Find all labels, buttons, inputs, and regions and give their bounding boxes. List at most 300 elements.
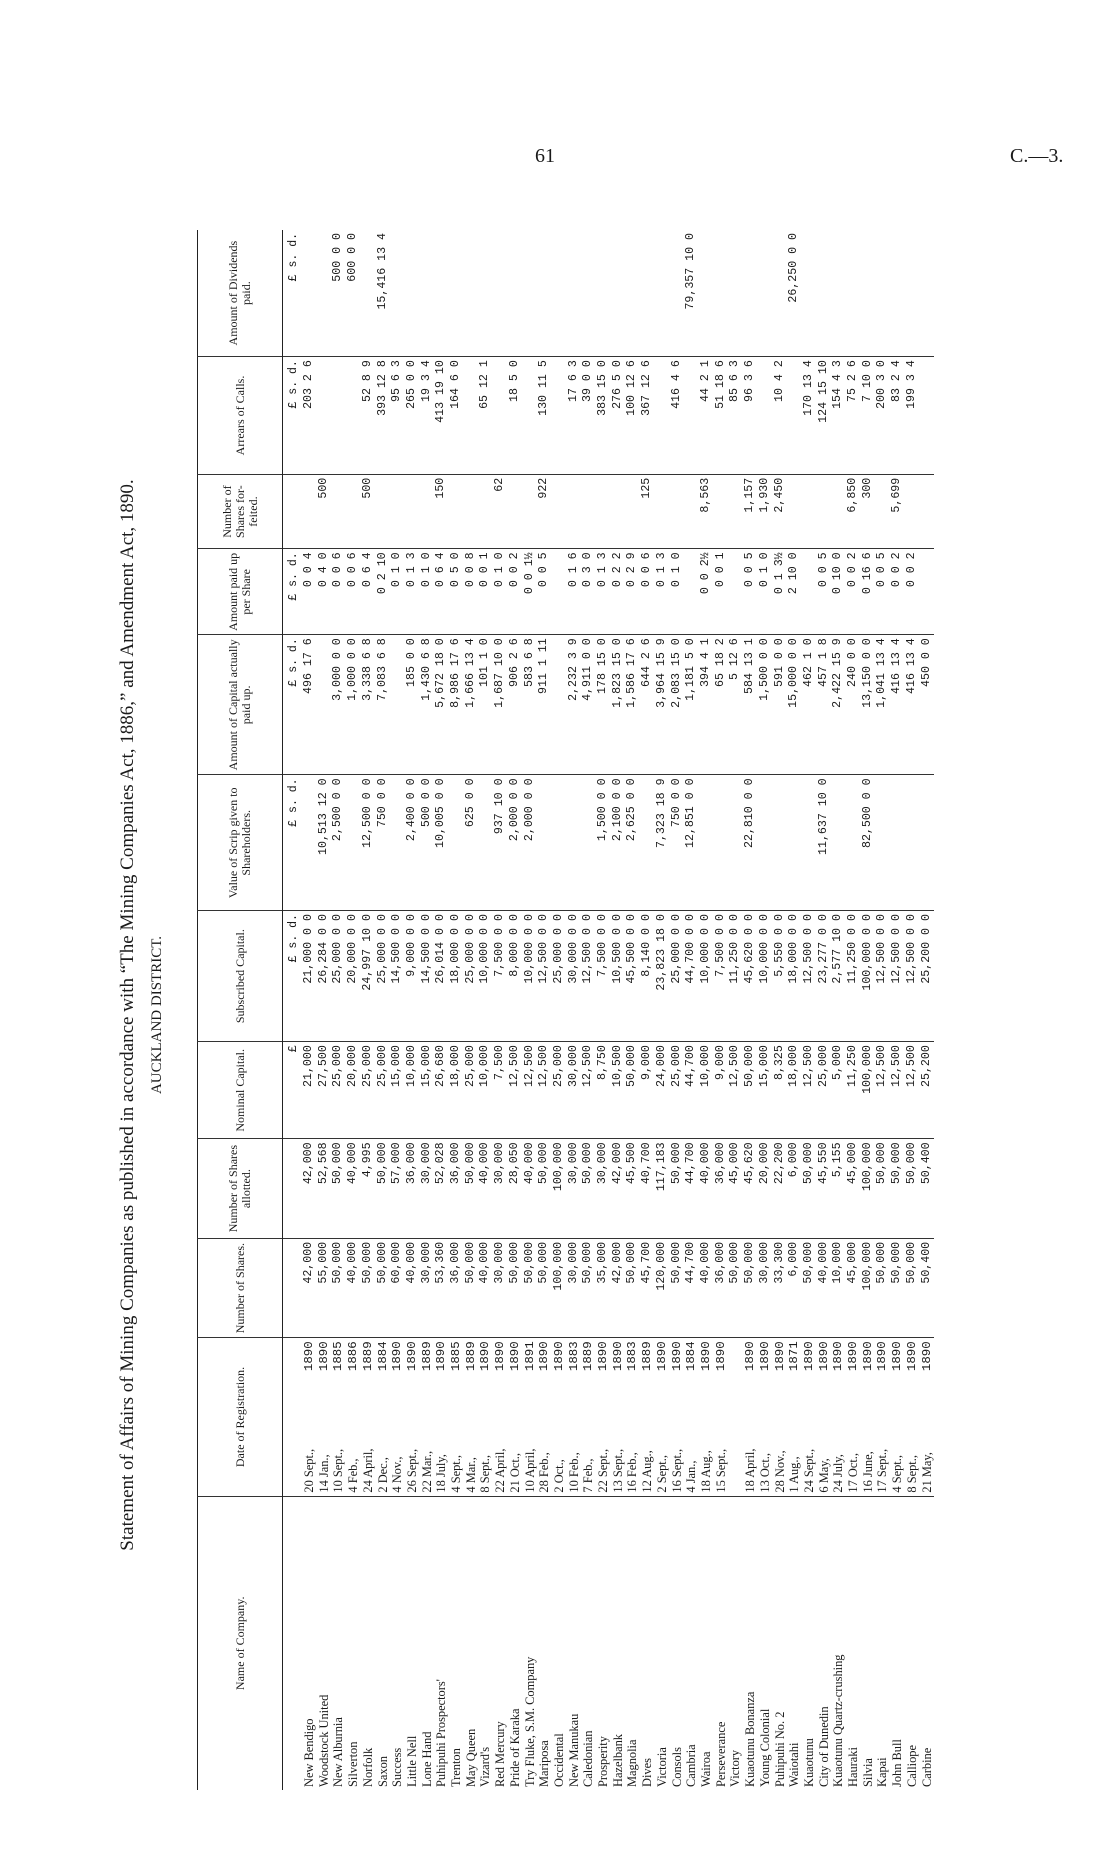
per-share-cell: 0 0 2½ bbox=[699, 549, 714, 635]
company-name: Waiotahi bbox=[787, 1742, 802, 1787]
subscribed-cell: 25,000 0 0 bbox=[331, 911, 346, 1042]
nominal-cell: 27,500 bbox=[317, 1042, 332, 1139]
allotted-cell: 50,000 bbox=[537, 1139, 552, 1238]
registration-date-cell bbox=[890, 1338, 905, 1496]
subscribed-cell: 12,500 0 0 bbox=[875, 911, 890, 1042]
forfeited-cell bbox=[920, 474, 935, 549]
per-share-cell: 0 4 0 bbox=[317, 549, 332, 635]
per-share-cell: 0 6 4 bbox=[434, 549, 449, 635]
subscribed-cell: 18,000 0 0 bbox=[787, 911, 802, 1042]
arrears-cell bbox=[523, 357, 538, 475]
dividends-cell bbox=[449, 230, 464, 357]
registration-year: 1889 bbox=[463, 1341, 478, 1372]
registration-date-cell bbox=[758, 1338, 773, 1496]
company-name-cell bbox=[846, 1496, 861, 1790]
scrip-cell: 10,513 12 0 bbox=[317, 775, 332, 911]
dividends-cell bbox=[817, 230, 832, 357]
arrears-cell: 383 15 0 bbox=[596, 357, 611, 475]
paid-up-cell: 1,430 6 8 bbox=[420, 635, 435, 775]
forfeited-cell bbox=[670, 474, 685, 549]
table-row bbox=[920, 230, 935, 1790]
registration-date: 7 Feb., bbox=[581, 1458, 596, 1493]
dividends-cell bbox=[640, 230, 655, 357]
scrip-cell bbox=[905, 775, 920, 911]
forfeited-cell bbox=[905, 474, 920, 549]
shares-cell: 42,000 bbox=[611, 1238, 626, 1337]
per-share-cell: 0 0 5 bbox=[817, 549, 832, 635]
dividends-cell bbox=[361, 230, 376, 357]
company-name: City of Dunedin bbox=[816, 1706, 831, 1787]
shares-cell: 50,000 bbox=[523, 1238, 538, 1337]
registration-date-cell bbox=[361, 1338, 376, 1496]
col-header: Date of Registration. bbox=[198, 1338, 283, 1496]
company-name: Little Nell bbox=[404, 1735, 419, 1787]
table-row bbox=[846, 230, 861, 1790]
company-name-cell bbox=[861, 1496, 876, 1790]
page-reference: C.—3. bbox=[1010, 145, 1064, 167]
shares-cell: 36,000 bbox=[714, 1238, 729, 1337]
shares-cell: 50,000 bbox=[728, 1238, 743, 1337]
arrears-cell: 203 2 6 bbox=[302, 357, 317, 475]
shares-cell: 50,000 bbox=[802, 1238, 817, 1337]
dividends-cell bbox=[743, 230, 758, 357]
arrears-cell: 416 4 6 bbox=[670, 357, 685, 475]
company-name: Saxon bbox=[375, 1756, 390, 1787]
scrip-cell: 2,000 0 0 bbox=[523, 775, 538, 911]
dividends-cell bbox=[802, 230, 817, 357]
company-name: Calliope bbox=[904, 1745, 919, 1787]
scrip-cell bbox=[846, 775, 861, 911]
col-header: Nominal Capital. bbox=[198, 1042, 283, 1139]
per-share-cell: 0 1 6 bbox=[567, 549, 582, 635]
subscribed-cell: 100,000 0 0 bbox=[861, 911, 876, 1042]
forfeited-cell bbox=[831, 474, 846, 549]
registration-date: 16 Feb., bbox=[625, 1452, 640, 1493]
company-name: Pride of Karaka bbox=[507, 1708, 522, 1787]
registration-year: 1890 bbox=[890, 1341, 905, 1372]
nominal-cell: 8,325 bbox=[773, 1042, 788, 1139]
unit-cell: £ s. d. bbox=[283, 775, 303, 911]
paid-up-cell: 3,964 15 9 bbox=[655, 635, 670, 775]
table-row bbox=[787, 230, 802, 1790]
col-header: Amount paid up per Share bbox=[198, 549, 283, 635]
arrears-cell: 85 6 3 bbox=[728, 357, 743, 475]
registration-date: 18 April, bbox=[743, 1448, 758, 1493]
shares-cell: 30,000 bbox=[758, 1238, 773, 1337]
paid-up-cell: 644 2 6 bbox=[640, 635, 655, 775]
company-name-cell bbox=[802, 1496, 817, 1790]
scrip-cell bbox=[728, 775, 743, 911]
allotted-cell: 28,050 bbox=[508, 1139, 523, 1238]
registration-date-cell bbox=[523, 1338, 538, 1496]
subscribed-cell: 23,823 18 0 bbox=[655, 911, 670, 1042]
table-row bbox=[905, 230, 920, 1790]
nominal-cell: 100,000 bbox=[861, 1042, 876, 1139]
paid-up-cell: 1,181 5 0 bbox=[684, 635, 699, 775]
shares-cell: 30,000 bbox=[493, 1238, 508, 1337]
nominal-cell: 25,200 bbox=[920, 1042, 935, 1139]
allotted-cell: 52,568 bbox=[317, 1139, 332, 1238]
shares-cell: 42,000 bbox=[302, 1238, 317, 1337]
subscribed-cell: 14,500 0 0 bbox=[390, 911, 405, 1042]
table-row bbox=[890, 230, 905, 1790]
scrip-cell bbox=[714, 775, 729, 911]
registration-date: 24 April, bbox=[360, 1448, 375, 1493]
registration-date-cell bbox=[773, 1338, 788, 1496]
company-name-cell bbox=[523, 1496, 538, 1790]
arrears-cell: 164 6 0 bbox=[449, 357, 464, 475]
allotted-cell: 50,000 bbox=[875, 1139, 890, 1238]
registration-date: 4 Feb., bbox=[346, 1458, 361, 1493]
subscribed-cell: 30,000 0 0 bbox=[567, 911, 582, 1042]
scrip-cell bbox=[787, 775, 802, 911]
dividends-cell bbox=[464, 230, 479, 357]
paid-up-cell: 3,338 6 8 bbox=[361, 635, 376, 775]
paid-up-cell: 416 13 4 bbox=[905, 635, 920, 775]
arrears-cell: 124 15 10 bbox=[817, 357, 832, 475]
arrears-cell: 10 4 2 bbox=[773, 357, 788, 475]
nominal-cell: 5,000 bbox=[831, 1042, 846, 1139]
table-row bbox=[875, 230, 890, 1790]
registration-date-cell bbox=[537, 1338, 552, 1496]
arrears-cell: 75 2 6 bbox=[846, 357, 861, 475]
forfeited-cell: 8,563 bbox=[699, 474, 714, 549]
company-name: Silvia bbox=[860, 1758, 875, 1787]
shares-cell: 45,700 bbox=[640, 1238, 655, 1337]
company-name: Lone Hand bbox=[419, 1731, 434, 1787]
table-row bbox=[317, 230, 332, 1790]
paid-up-cell bbox=[552, 635, 567, 775]
per-share-cell: 0 16 6 bbox=[861, 549, 876, 635]
registration-date: 8 Sept., bbox=[478, 1455, 493, 1493]
forfeited-cell bbox=[331, 474, 346, 549]
registration-year: 1889 bbox=[640, 1341, 655, 1372]
col-header: Value of Scrip given to Shareholders. bbox=[198, 775, 283, 911]
registration-date-cell bbox=[670, 1338, 685, 1496]
nominal-cell: 50,000 bbox=[743, 1042, 758, 1139]
registration-date-cell bbox=[875, 1338, 890, 1496]
shares-cell: 40,000 bbox=[346, 1238, 361, 1337]
dividends-cell bbox=[773, 230, 788, 357]
registration-date-cell bbox=[508, 1338, 523, 1496]
arrears-cell: 170 13 4 bbox=[802, 357, 817, 475]
registration-year: 1890 bbox=[772, 1341, 787, 1372]
shares-cell: 33,300 bbox=[773, 1238, 788, 1337]
shares-cell: 45,000 bbox=[846, 1238, 861, 1337]
subscribed-cell: 25,000 0 0 bbox=[376, 911, 391, 1042]
company-name: Caledonian bbox=[581, 1730, 596, 1787]
dividends-cell bbox=[905, 230, 920, 357]
per-share-cell: 2 10 0 bbox=[787, 549, 802, 635]
dividends-cell bbox=[390, 230, 405, 357]
registration-date: 4 Mar., bbox=[463, 1457, 478, 1493]
registration-date-cell bbox=[390, 1338, 405, 1496]
arrears-cell bbox=[493, 357, 508, 475]
registration-date: 4 Sept., bbox=[890, 1455, 905, 1493]
table-row bbox=[552, 230, 567, 1790]
nominal-cell: 12,500 bbox=[523, 1042, 538, 1139]
nominal-cell: 9,000 bbox=[714, 1042, 729, 1139]
registration-date-cell bbox=[787, 1338, 802, 1496]
table-row bbox=[596, 230, 611, 1790]
unit-cell: £ s. d. bbox=[283, 549, 303, 635]
registration-date-cell bbox=[714, 1338, 729, 1496]
paid-up-cell: 185 0 0 bbox=[405, 635, 420, 775]
allotted-cell: 22,200 bbox=[773, 1139, 788, 1238]
forfeited-cell: 6,850 bbox=[846, 474, 861, 549]
registration-date: 22 Sept., bbox=[596, 1448, 611, 1493]
registration-year: 1885 bbox=[449, 1341, 464, 1372]
subscribed-cell: 18,000 0 0 bbox=[449, 911, 464, 1042]
dividends-cell: 15,416 13 4 bbox=[375, 233, 389, 310]
scrip-cell: 2,100 0 0 bbox=[611, 775, 626, 911]
registration-date-cell bbox=[817, 1338, 832, 1496]
units-row bbox=[283, 230, 303, 1790]
per-share-cell: 0 1 0 bbox=[390, 549, 405, 635]
allotted-cell: 36,000 bbox=[449, 1139, 464, 1238]
dividends-cell bbox=[699, 230, 714, 357]
dividends-cell bbox=[670, 230, 685, 357]
table-row bbox=[655, 230, 670, 1790]
forfeited-cell bbox=[346, 474, 361, 549]
company-name: May Queen bbox=[463, 1728, 478, 1787]
paid-up-cell bbox=[390, 635, 405, 775]
nominal-cell: 15,000 bbox=[390, 1042, 405, 1139]
shares-cell: 40,000 bbox=[817, 1238, 832, 1337]
registration-date-cell bbox=[655, 1338, 670, 1496]
arrears-cell: 18 5 0 bbox=[508, 357, 523, 475]
registration-year: 1890 bbox=[875, 1341, 890, 1372]
per-share-cell: 0 1 0 bbox=[758, 549, 773, 635]
allotted-cell: 30,000 bbox=[493, 1139, 508, 1238]
paid-up-cell: 2,083 15 0 bbox=[670, 635, 685, 775]
allotted-cell: 36,000 bbox=[405, 1139, 420, 1238]
forfeited-cell: 5,699 bbox=[890, 474, 905, 549]
registration-year: 1890 bbox=[507, 1341, 522, 1372]
paid-up-cell: 15,000 0 0 bbox=[787, 635, 802, 775]
registration-year: 1890 bbox=[669, 1341, 684, 1372]
subscribed-cell: 44,700 0 0 bbox=[684, 911, 699, 1042]
registration-date-cell bbox=[317, 1338, 332, 1496]
per-share-cell: 0 0 5 bbox=[743, 549, 758, 635]
table-row bbox=[743, 230, 758, 1790]
dividends-cell bbox=[890, 230, 905, 357]
nominal-cell: 12,500 bbox=[508, 1042, 523, 1139]
company-name: New Alburnia bbox=[331, 1717, 346, 1787]
registration-date: 12 Aug., bbox=[640, 1450, 655, 1493]
registration-year: 1883 bbox=[625, 1341, 640, 1372]
scrip-cell: 10,005 0 0 bbox=[434, 775, 449, 911]
registration-date-cell bbox=[420, 1338, 435, 1496]
registration-date-cell bbox=[728, 1338, 743, 1496]
subscribed-cell: 12,500 0 0 bbox=[537, 911, 552, 1042]
per-share-cell: 0 2 9 bbox=[625, 549, 640, 635]
shares-cell: 50,400 bbox=[920, 1238, 935, 1337]
shares-cell: 44,700 bbox=[684, 1238, 699, 1337]
arrears-cell: 200 3 0 bbox=[875, 357, 890, 475]
per-share-cell: 0 10 0 bbox=[831, 549, 846, 635]
table-row bbox=[493, 230, 508, 1790]
subscribed-cell: 25,000 0 0 bbox=[670, 911, 685, 1042]
table-row bbox=[434, 230, 449, 1790]
dividends-cell bbox=[846, 230, 861, 357]
rotated-statement bbox=[105, 210, 1105, 1820]
registration-date: 18 Aug., bbox=[698, 1450, 713, 1493]
forfeited-cell bbox=[420, 474, 435, 549]
allotted-cell: 50,000 bbox=[890, 1139, 905, 1238]
header-row bbox=[198, 230, 283, 1790]
registration-date: 10 Sept., bbox=[331, 1448, 346, 1493]
table-row bbox=[758, 230, 773, 1790]
table-row bbox=[817, 230, 832, 1790]
scrip-cell: 750 0 0 bbox=[670, 775, 685, 911]
per-share-cell: 0 6 4 bbox=[361, 549, 376, 635]
shares-cell: 60,000 bbox=[390, 1238, 405, 1337]
paid-up-cell: 906 2 6 bbox=[508, 635, 523, 775]
shares-cell: 50,000 bbox=[890, 1238, 905, 1337]
subscribed-cell: 26,284 0 0 bbox=[317, 911, 332, 1042]
allotted-cell: 45,620 bbox=[743, 1139, 758, 1238]
nominal-cell: 25,000 bbox=[552, 1042, 567, 1139]
arrears-cell: 199 3 4 bbox=[905, 357, 920, 475]
registration-date: 8 Sept., bbox=[904, 1455, 919, 1493]
scrip-cell: 500 0 0 bbox=[420, 775, 435, 911]
per-share-cell bbox=[728, 549, 743, 635]
company-name-cell bbox=[714, 1496, 729, 1790]
table-row bbox=[361, 230, 376, 1790]
scrip-cell bbox=[773, 775, 788, 911]
company-name: Magnolia bbox=[625, 1739, 640, 1787]
document-title: Statement of Affairs of Mining Companies as published in accordance with “The Mining Companies Act, 1886,” and Amendment Act, 1890. bbox=[117, 479, 138, 1551]
arrears-cell: 265 0 0 bbox=[405, 357, 420, 475]
scrip-cell bbox=[390, 775, 405, 911]
shares-cell: 53,360 bbox=[434, 1238, 449, 1337]
nominal-cell: 25,000 bbox=[670, 1042, 685, 1139]
table-row bbox=[508, 230, 523, 1790]
table-row bbox=[449, 230, 464, 1790]
arrears-cell: 7 10 0 bbox=[861, 357, 876, 475]
registration-date-cell bbox=[831, 1338, 846, 1496]
allotted-cell: 50,000 bbox=[376, 1139, 391, 1238]
registration-date: 4 Sept., bbox=[449, 1455, 464, 1493]
company-name: Victoria bbox=[654, 1747, 669, 1787]
company-name-cell bbox=[581, 1496, 596, 1790]
forfeited-cell bbox=[390, 474, 405, 549]
per-share-cell: 0 0 1½ bbox=[523, 549, 538, 635]
arrears-cell bbox=[920, 357, 935, 475]
per-share-cell: 0 0 2 bbox=[905, 549, 920, 635]
scrip-cell bbox=[581, 775, 596, 911]
subscribed-cell: 11,250 0 0 bbox=[728, 911, 743, 1042]
shares-cell: 120,000 bbox=[655, 1238, 670, 1337]
per-share-cell: 0 0 6 bbox=[640, 549, 655, 635]
nominal-cell: 25,000 bbox=[817, 1042, 832, 1139]
nominal-cell: 18,000 bbox=[449, 1042, 464, 1139]
registration-year: 1890 bbox=[801, 1341, 816, 1372]
shares-cell: 35,000 bbox=[596, 1238, 611, 1337]
company-name: Victory bbox=[728, 1749, 743, 1787]
unit-cell bbox=[283, 1238, 303, 1337]
table-row bbox=[523, 230, 538, 1790]
subscribed-cell: 26,014 0 0 bbox=[434, 911, 449, 1042]
company-name: Kuaotunu Quartz-crushing bbox=[831, 1654, 846, 1787]
per-share-cell: 0 0 2 bbox=[890, 549, 905, 635]
allotted-cell: 42,000 bbox=[611, 1139, 626, 1238]
company-name-cell bbox=[405, 1496, 420, 1790]
registration-date-cell bbox=[802, 1338, 817, 1496]
table-row bbox=[346, 230, 361, 1790]
registration-date-cell bbox=[478, 1338, 493, 1496]
dividends-cell: 500 0 0 bbox=[331, 233, 345, 282]
dividends-cell bbox=[523, 230, 538, 357]
company-name: Wairoa bbox=[698, 1751, 713, 1787]
dividends-cell: 79,357 10 0 bbox=[684, 233, 698, 310]
scrip-cell: 11,637 10 0 bbox=[817, 775, 832, 911]
dividends-cell bbox=[552, 230, 567, 357]
allotted-cell: 40,000 bbox=[478, 1139, 493, 1238]
table-row bbox=[802, 230, 817, 1790]
table-row bbox=[670, 230, 685, 1790]
scrip-cell: 937 10 0 bbox=[493, 775, 508, 911]
shares-cell: 50,000 bbox=[905, 1238, 920, 1337]
per-share-cell bbox=[552, 549, 567, 635]
allotted-cell: 30,000 bbox=[420, 1139, 435, 1238]
nominal-cell: 12,500 bbox=[537, 1042, 552, 1139]
company-name-cell bbox=[758, 1496, 773, 1790]
arrears-cell: 39 0 0 bbox=[581, 357, 596, 475]
scrip-cell: 2,500 0 0 bbox=[331, 775, 346, 911]
registration-date: 14 Jan., bbox=[316, 1454, 331, 1493]
company-name-cell bbox=[420, 1496, 435, 1790]
allotted-cell: 50,000 bbox=[464, 1139, 479, 1238]
registration-date-cell bbox=[552, 1338, 567, 1496]
table-row bbox=[302, 230, 317, 1790]
forfeited-cell bbox=[552, 474, 567, 549]
dividends-cell bbox=[317, 230, 332, 357]
registration-date: 17 Oct., bbox=[846, 1453, 861, 1493]
arrears-cell: 83 2 4 bbox=[890, 357, 905, 475]
allotted-cell: 45,000 bbox=[846, 1139, 861, 1238]
nominal-cell: 24,000 bbox=[655, 1042, 670, 1139]
registration-date: 18 July, bbox=[434, 1454, 449, 1493]
company-name-cell bbox=[728, 1496, 743, 1790]
scrip-cell: 2,625 0 0 bbox=[625, 775, 640, 911]
forfeited-cell bbox=[508, 474, 523, 549]
registration-year: 1890 bbox=[816, 1341, 831, 1372]
registration-date: 10 April, bbox=[522, 1448, 537, 1493]
registration-date-cell bbox=[920, 1338, 935, 1496]
allotted-cell: 45,550 bbox=[817, 1139, 832, 1238]
paid-up-cell: 2,422 15 9 bbox=[831, 635, 846, 775]
company-name-cell bbox=[699, 1496, 714, 1790]
scrip-cell: 7,323 18 9 bbox=[655, 775, 670, 911]
arrears-cell: 95 6 3 bbox=[390, 357, 405, 475]
arrears-cell: 52 8 9 bbox=[361, 357, 376, 475]
company-name: Hauraki bbox=[846, 1747, 861, 1787]
subscribed-cell: 8,000 0 0 bbox=[508, 911, 523, 1042]
registration-date-cell bbox=[581, 1338, 596, 1496]
paid-up-cell bbox=[317, 635, 332, 775]
forfeited-cell bbox=[581, 474, 596, 549]
company-name-cell bbox=[743, 1496, 758, 1790]
registration-year: 1890 bbox=[713, 1341, 728, 1372]
dividends-cell bbox=[478, 230, 493, 357]
registration-year: 1890 bbox=[860, 1341, 875, 1372]
forfeited-cell bbox=[714, 474, 729, 549]
table-row bbox=[405, 230, 420, 1790]
dividends-cell bbox=[861, 230, 876, 357]
forfeited-cell bbox=[567, 474, 582, 549]
